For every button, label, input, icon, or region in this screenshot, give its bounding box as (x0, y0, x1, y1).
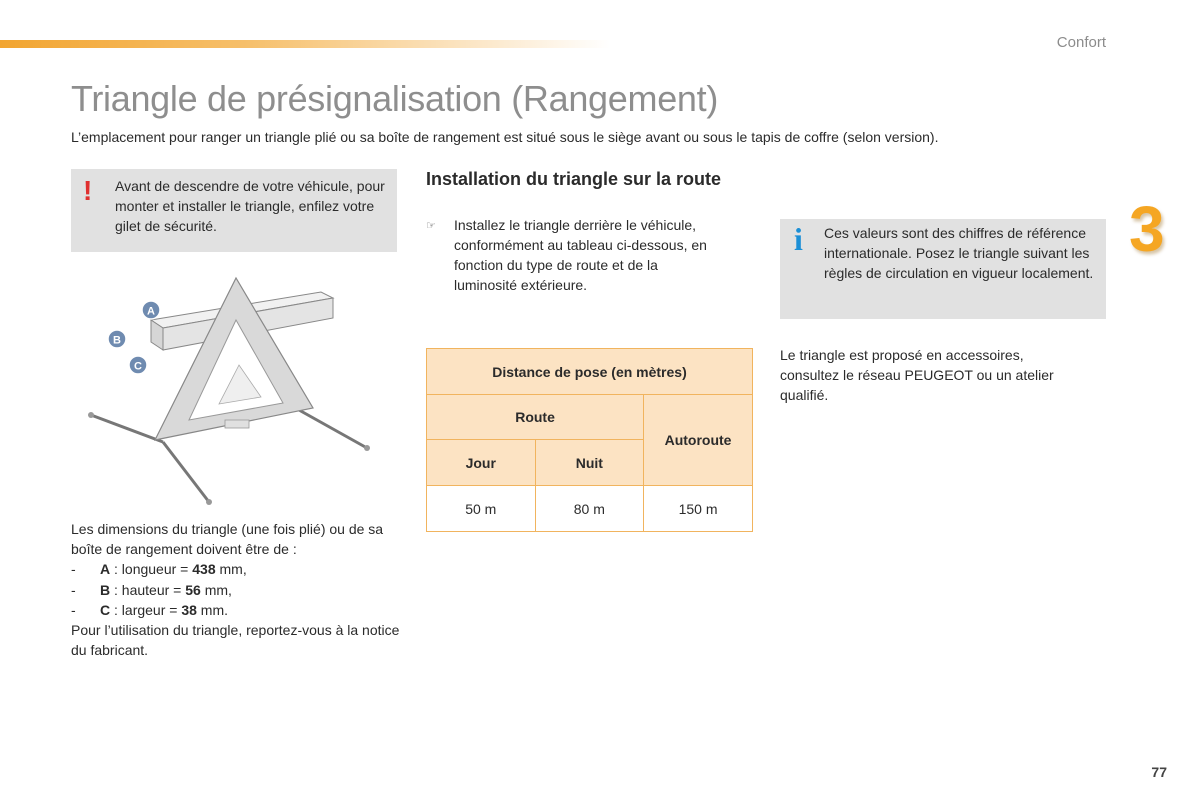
svg-text:B: B (113, 334, 121, 347)
dimensions-text (71, 519, 401, 660)
distance-table (426, 348, 753, 532)
dimension-item-c: - C : largeur = 38 mm. (71, 601, 229, 618)
info-text: Ces valeurs sont des chiffres de référence internationale. Posez le triangle suivant les règles de circulation en vigueur localement. (824, 225, 1094, 281)
warning-text: Avant de descendre de votre véhicule, pour monter et installer le triangle, enfilez votre gilet de sécurité. (115, 178, 385, 234)
installation-text: Installez le triangle derrière le véhicule, conformément au tableau ci-dessous, en fonction du type de route et de la luminosité extérieure. (454, 217, 707, 293)
installation-instruction (426, 215, 726, 295)
label-a-marker (142, 301, 160, 319)
page-number: 77 (1151, 764, 1167, 780)
intro-paragraph: L’emplacement pour ranger un triangle plié ou sa boîte de rangement est situé sous le siège avant ou sous le tapis de coffre (selon version). (71, 129, 939, 145)
dimensions-intro: Les dimensions du triangle (une fois plié) ou de sa boîte de rangement doivent être de : (71, 521, 384, 558)
table-cell-autoroute: 150 m (644, 486, 753, 532)
chapter-number: 3 (1129, 193, 1165, 265)
triangle-figure (71, 270, 397, 510)
accessory-note: Le triangle est proposé en accessoires, consultez le réseau PEUGEOT ou un atelier qualifié. (780, 347, 1054, 403)
svg-text:A: A (147, 305, 155, 318)
dimension-item-b: - B : hauteur = 56 mm, (71, 581, 232, 598)
pointing-hand-icon: ☞ (426, 220, 436, 232)
label-b-marker (108, 330, 126, 348)
table-header-jour: Jour (427, 440, 536, 486)
exclamation-icon: ! (83, 175, 93, 206)
installation-title: Installation du triangle sur la route (426, 169, 722, 189)
info-box (780, 219, 1106, 319)
svg-text:C: C (134, 360, 142, 373)
dimensions-outro: Pour l’utilisation du triangle, reportez-vous à la notice du fabricant. (71, 622, 400, 659)
table-cell-jour: 50 m (427, 486, 536, 532)
warning-box (71, 169, 397, 252)
page-title: Triangle de présignalisation (Rangement) (71, 78, 719, 119)
table-caption: Distance de pose (en mètres) (427, 349, 753, 395)
table-header-route: Route (427, 395, 644, 440)
label-c-marker (129, 356, 147, 374)
dimension-item-a: - A : longueur = 438 mm, (71, 561, 247, 578)
table-header-nuit: Nuit (535, 440, 644, 486)
table-cell-nuit: 80 m (535, 486, 644, 532)
section-label: Confort (1056, 34, 1106, 51)
header-accent-bar (0, 40, 610, 48)
table-header-autoroute: Autoroute (644, 395, 753, 486)
info-icon: i (794, 221, 803, 257)
warning-triangle-illustration (71, 270, 397, 510)
